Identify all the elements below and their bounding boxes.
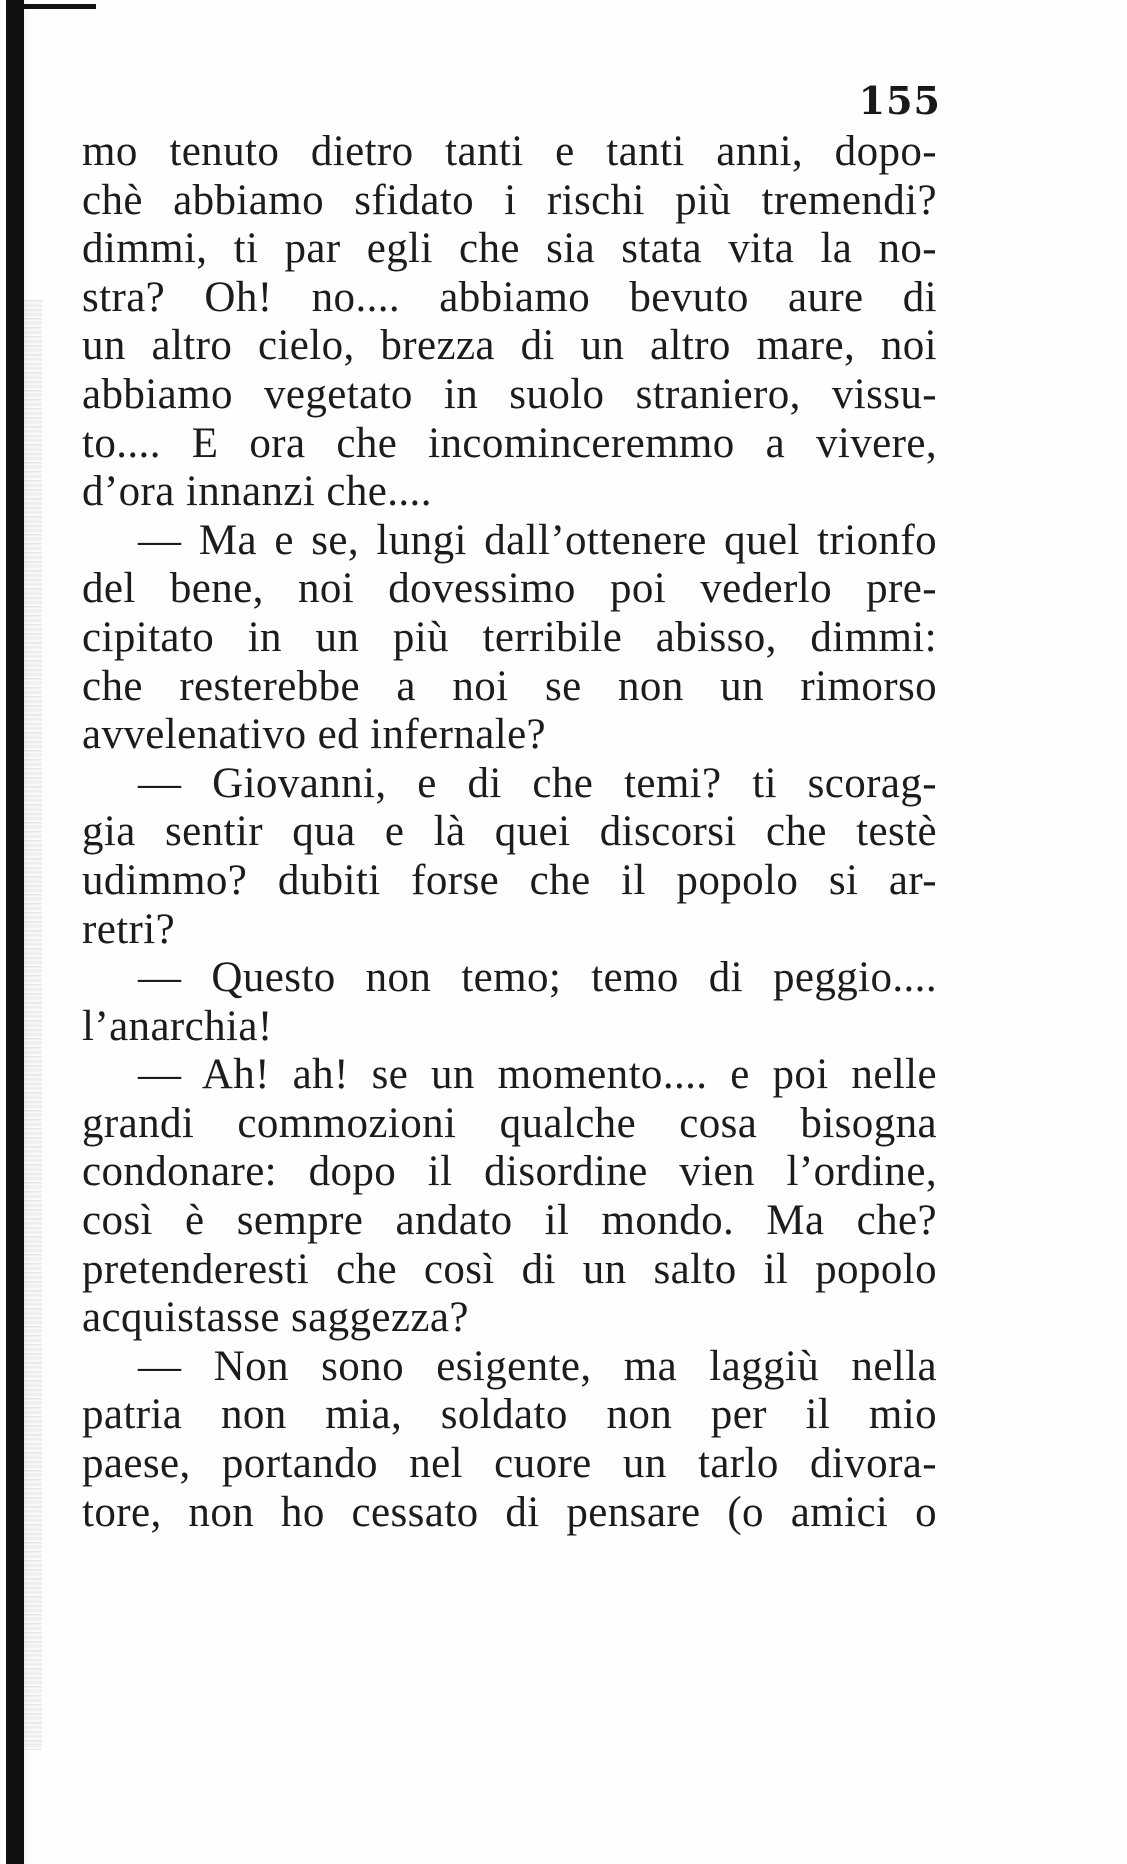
text-line: abbiamo vegetato in suolo straniero, vissu- bbox=[82, 370, 937, 418]
text-line: così è sempre andato il mondo. Ma che? bbox=[82, 1197, 937, 1245]
text-line: un altro cielo, brezza di un altro mare, noi bbox=[82, 322, 937, 370]
text-line: condonare: dopo il disordine vien l’ordine, bbox=[82, 1148, 937, 1196]
text-line: — Non sono esigente, ma laggiù nella bbox=[138, 1342, 937, 1390]
text-line: avvelenativo ed infernale? bbox=[82, 711, 547, 759]
text-line: patria non mia, soldato non per il mio bbox=[82, 1391, 937, 1439]
text-line: paese, portando nel cuore un tarlo divora- bbox=[82, 1440, 937, 1488]
text-line: — Questo non temo; temo di peggio.... bbox=[138, 954, 937, 1002]
text-line: che resterebbe a noi se non un rimorso bbox=[82, 662, 937, 710]
top-corner-rule bbox=[6, 4, 96, 9]
text-line: dimmi, ti par egli che sia stata vita la no- bbox=[82, 225, 937, 273]
text-line: pretenderesti che così di un salto il popolo bbox=[82, 1245, 937, 1293]
text-line: mo tenuto dietro tanti e tanti anni, dopo- bbox=[82, 128, 937, 175]
body-text bbox=[82, 128, 937, 1537]
page-number: 155 bbox=[858, 78, 941, 123]
text-line: — Ah! ah! se un momento.... e poi nelle bbox=[138, 1051, 937, 1099]
text-line: l’anarchia! bbox=[82, 1002, 273, 1050]
text-line: cipitato in un più terribile abisso, dimmi: bbox=[82, 613, 937, 661]
text-line: udimmo? dubiti forse che il popolo si ar- bbox=[82, 856, 937, 904]
text-line: retri? bbox=[82, 905, 176, 953]
text-line: chè abbiamo sfidato i rischi più tremendi? bbox=[82, 176, 937, 224]
text-line: to.... E ora che incominceremmo a vivere, bbox=[82, 419, 937, 467]
text-line: grandi commozioni qualche cosa bisogna bbox=[82, 1099, 937, 1147]
text-line: acquistasse saggezza? bbox=[82, 1294, 469, 1342]
spine-scan-texture bbox=[24, 300, 42, 1750]
text-line: gia sentir qua e là quei discorsi che testè bbox=[82, 808, 937, 856]
text-line: stra? Oh! no.... abbiamo bevuto aure di bbox=[82, 273, 937, 321]
text-line: d’ora innanzi che.... bbox=[82, 468, 432, 516]
text-line: — Ma e se, lungi dall’ottenere quel trionfo bbox=[138, 516, 937, 564]
text-line: del bene, noi dovessimo poi vederlo pre- bbox=[82, 565, 937, 613]
text-line: — Giovanni, e di che temi? ti scorag- bbox=[138, 759, 937, 807]
text-line: tore, non ho cessato di pensare (o amici o bbox=[82, 1488, 937, 1536]
